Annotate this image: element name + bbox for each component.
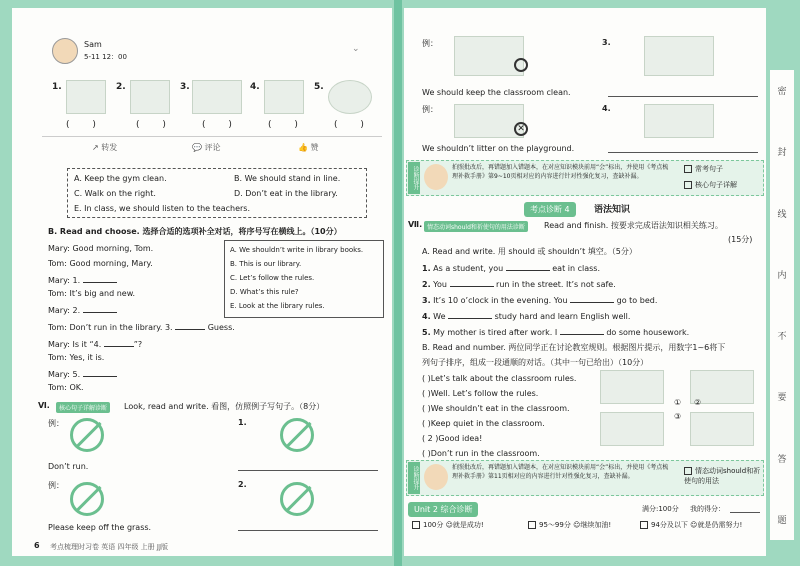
checkbox-icon [684, 181, 692, 189]
diagnosis-avatar-1 [424, 164, 448, 190]
section-vi-chip: 核心句子详解诊断 [56, 402, 110, 413]
no-running-sign [70, 418, 104, 456]
my-score-line[interactable] [730, 512, 760, 513]
dialog-line-1: Mary: Good morning, Tom. [48, 244, 154, 253]
pic-q3 [644, 36, 714, 76]
blank-1[interactable] [83, 274, 117, 283]
pic-num-4: 4. [250, 82, 260, 92]
option-e: E. In class, we should listen to the teachers. [74, 204, 250, 213]
checkbox-icon [640, 521, 648, 529]
section-vii-title: Read and finish. 按要求完成语法知识相关练习。 [544, 221, 723, 230]
fill-blank-3[interactable] [570, 294, 614, 303]
section-vii-chip: 情态动词should和祈使句的用法诊断 [424, 221, 528, 232]
section-vii-num: Ⅶ. [408, 220, 423, 229]
order-line-3[interactable]: ( )We shouldn’t eat in the classroom. [422, 404, 570, 413]
answer-paren-2[interactable]: ( ) [136, 120, 176, 130]
right-example-label-2: 例： [422, 105, 438, 114]
rating-95[interactable]: 95～99分 ☺继续加油! [528, 520, 611, 530]
left-page [12, 8, 392, 556]
discussion-pic-1 [600, 370, 664, 404]
example-sentence-2: Please keep off the grass. [48, 523, 152, 532]
section-vi-num: Ⅵ. [38, 401, 50, 410]
right-q-num-3: 3. [602, 38, 611, 47]
answer-line-3[interactable] [608, 96, 758, 97]
section-b-title: B. Read and choose. 选择合适的选项补全对话，将序号写在横线上。（10分） [48, 227, 342, 236]
dialog-line-7: Mary: Is it “4. ”? [48, 340, 143, 349]
full-score: 满分:100分 [642, 505, 679, 513]
smile-icon: ☺ [445, 521, 453, 529]
check-common-sentences[interactable]: 常考句子 [684, 164, 723, 174]
seal-char-4: 内 [777, 270, 787, 281]
blank-5[interactable] [83, 368, 117, 377]
like-button[interactable]: 👍 赞 [298, 143, 319, 152]
choice-d: D. What’s this rule? [230, 288, 299, 296]
blank-3[interactable] [175, 321, 205, 330]
pic-3 [192, 80, 242, 114]
checkbox-icon [528, 521, 536, 529]
keep-off-grass-sign [70, 482, 104, 520]
dialog-line-5: Mary: 2. [48, 304, 117, 315]
part-b-title-1: B. Read and number. 两位同学正在讨论教室规则。根据图片提示，用数字1~6将下 [422, 343, 726, 352]
diagnosis-text-2: 拍照批改后，再错题加入错题本，在对应知识模块前用“会”标出，并使用《考点梳理补救手册》第11页相对应的内容进行针对性强化复习，查缺补漏。 [452, 464, 669, 480]
right-example-sentence-1: We should keep the classroom clean. [422, 88, 571, 97]
discussion-pic-3 [600, 412, 664, 446]
forward-label: 转发 [101, 143, 118, 152]
smile-icon: ☺ [690, 521, 698, 529]
check-mark-icon [514, 58, 528, 72]
seal-char-8: 题 [777, 515, 787, 526]
dialog-line-4: Tom: It’s big and new. [48, 289, 136, 298]
order-line-5: ( 2 )Good idea! [422, 434, 483, 443]
seal-char-7: 答 [777, 454, 787, 465]
diagnosis-side-2: 诊断提升 [408, 462, 420, 494]
part-a-title: A. Read and write. 用 should 或 shouldn’t 填空。（5分） [422, 247, 637, 256]
answer-line-1[interactable] [238, 470, 378, 471]
fill-blank-2[interactable] [450, 278, 494, 287]
page-number: 6 [34, 541, 40, 550]
dialog-line-6: Tom: Don’t run in the library. 3. Guess. [48, 323, 235, 332]
answer-paren-5[interactable]: ( ) [334, 120, 374, 130]
example-label-1: 例： [48, 419, 64, 428]
chevron-down-icon[interactable]: ⌄ [352, 44, 360, 54]
seal-line-sidebar [770, 70, 794, 540]
check-modal-verb[interactable]: 情态动词should和祈使句的用法 [684, 467, 761, 485]
fill-blank-4[interactable] [448, 310, 492, 319]
choice-e: E. Look at the library rules. [230, 302, 325, 310]
checkbox-icon [684, 165, 692, 173]
post-time: 5-11 12：00 [84, 53, 127, 61]
q-num-2: 2. [238, 480, 247, 489]
like-label: 赞 [310, 143, 319, 152]
seal-char-1: 密 [777, 87, 787, 97]
pic-2 [130, 80, 170, 114]
answer-line-4[interactable] [608, 152, 758, 153]
check-core-sentences[interactable]: 核心句子详解 [684, 180, 737, 190]
pic-num-2: 2. [116, 82, 126, 92]
right-page [404, 8, 766, 556]
discussion-pic-4 [690, 412, 754, 446]
smile-icon: ☺ [573, 521, 581, 529]
checkbox-icon [684, 467, 692, 475]
clean-classroom-pic [454, 36, 524, 76]
right-example-label-1: 例： [422, 39, 438, 48]
example-sentence-1: Don’t run. [48, 462, 89, 471]
pic-q4 [644, 104, 714, 138]
right-example-sentence-2: We shouldn’t litter on the playground. [422, 144, 575, 153]
fill-item-4: 4. We study hard and learn English well. [422, 312, 631, 321]
comment-label: 评论 [204, 143, 221, 152]
divider [42, 136, 382, 137]
diagnosis-text-1: 拍照批改后，再错题加入错题本，在对应知识模块前用“会”标出，并使用《考点梳理补救手册》第9~10页相对应的内容进行针对性强化复习，查缺补漏。 [452, 164, 669, 180]
pic-num-5: 5. [314, 82, 324, 92]
section-vi-title: Look, read and write. 看图，仿照例子写句子。（8分） [124, 402, 325, 411]
diagnosis-side-1: 诊断提升 [408, 162, 420, 194]
answer-paren-3[interactable]: ( ) [202, 120, 242, 130]
diagnosis-avatar-2 [424, 464, 448, 490]
my-score-label: 我的得分： [690, 505, 725, 513]
answer-line-2[interactable] [238, 530, 378, 531]
seal-char-5: 不 [777, 332, 787, 343]
footer-text: 考点梳理时习卷 英语 四年级 上册 JJ版 [50, 543, 169, 551]
choice-c: C. Let’s follow the rules. [230, 274, 315, 282]
fill-item-3: 3. It’s 10 o’clock in the evening. You go to bed. [422, 296, 658, 305]
dialog-line-8: Tom: Yes, it is. [48, 353, 105, 362]
forward-button[interactable]: ↗ 转发 [92, 143, 118, 152]
order-line-1[interactable]: ( )Let’s talk about the classroom rules. [422, 374, 577, 383]
order-line-2[interactable]: ( )Well. Let’s follow the rules. [422, 389, 539, 398]
litter-playground-pic [454, 104, 524, 138]
example-label-2: 例： [48, 481, 64, 490]
seal-char-6: 要 [777, 393, 787, 404]
fill-blank-5[interactable] [560, 326, 604, 335]
comment-button[interactable]: 💬 评论 [192, 143, 221, 152]
seal-char-2: 封 [777, 148, 787, 159]
order-line-4[interactable]: ( )Keep quiet in the classroom. [422, 419, 545, 428]
book-gutter [394, 0, 402, 566]
section-4-title: 语法知识 [594, 205, 631, 215]
checkbox-icon [412, 521, 420, 529]
no-littering-sign [280, 418, 314, 456]
pic-circle-2: ② [694, 398, 702, 407]
dialog-line-2: Tom: Good morning, Mary. [48, 259, 153, 268]
answer-paren-4[interactable]: ( ) [268, 120, 308, 130]
choice-b: B. This is our library. [230, 260, 302, 268]
fill-item-2: 2. You run in the street. It’s not safe. [422, 280, 616, 289]
option-b: B. We should stand in line. [234, 174, 341, 183]
blank-4[interactable] [104, 338, 134, 347]
pic-circle-1: ① [674, 398, 682, 407]
blank-2[interactable] [83, 304, 117, 313]
dialog-line-9: Mary: 5. [48, 368, 117, 379]
pic-1 [66, 80, 106, 114]
avatar [52, 38, 78, 64]
fill-blank-1[interactable] [506, 262, 550, 271]
pic-5 [328, 80, 372, 114]
rating-100[interactable]: 100分 ☺就是成功! [412, 520, 484, 530]
pic-circle-3: ③ [674, 412, 682, 421]
fill-item-5: 5. My mother is tired after work. I do some housework. [422, 328, 690, 337]
rating-94[interactable]: 94分及以下 ☺就是仍需努力! [640, 520, 742, 530]
option-c: C. Walk on the right. [74, 189, 156, 198]
option-d: D. Don’t eat in the library. [234, 189, 338, 198]
pic-4 [264, 80, 304, 114]
seal-char-3: 线 [777, 209, 787, 220]
section-vii-score: (15分) [728, 235, 753, 244]
user-name: Sam [84, 40, 102, 49]
order-line-6[interactable]: ( )Don’t run in the classroom. [422, 449, 540, 458]
answer-paren-1[interactable]: ( ) [66, 120, 106, 130]
pic-num-1: 1. [52, 82, 62, 92]
choice-a: A. We shouldn’t write in library books. [230, 246, 364, 254]
option-a: A. Keep the gym clean. [74, 174, 167, 183]
pic-num-3: 3. [180, 82, 190, 92]
dialog-line-10: Tom: OK. [48, 383, 84, 392]
part-b-title-2: 列句子排序，组成一段通顺的对话。（其中一句已给出）（10分） [422, 358, 649, 367]
q-num-1: 1. [238, 418, 247, 427]
section-4-tag: 考点诊断 4 [524, 202, 576, 217]
dialog-line-3: Mary: 1. [48, 274, 117, 285]
right-q-num-4: 4. [602, 104, 611, 113]
fill-item-1: 1. As a student, you eat in class. [422, 264, 600, 273]
cross-mark-icon: ✕ [514, 122, 528, 136]
unit-label: Unit 2 综合诊断 [408, 502, 478, 517]
no-eating-sign [280, 482, 314, 520]
